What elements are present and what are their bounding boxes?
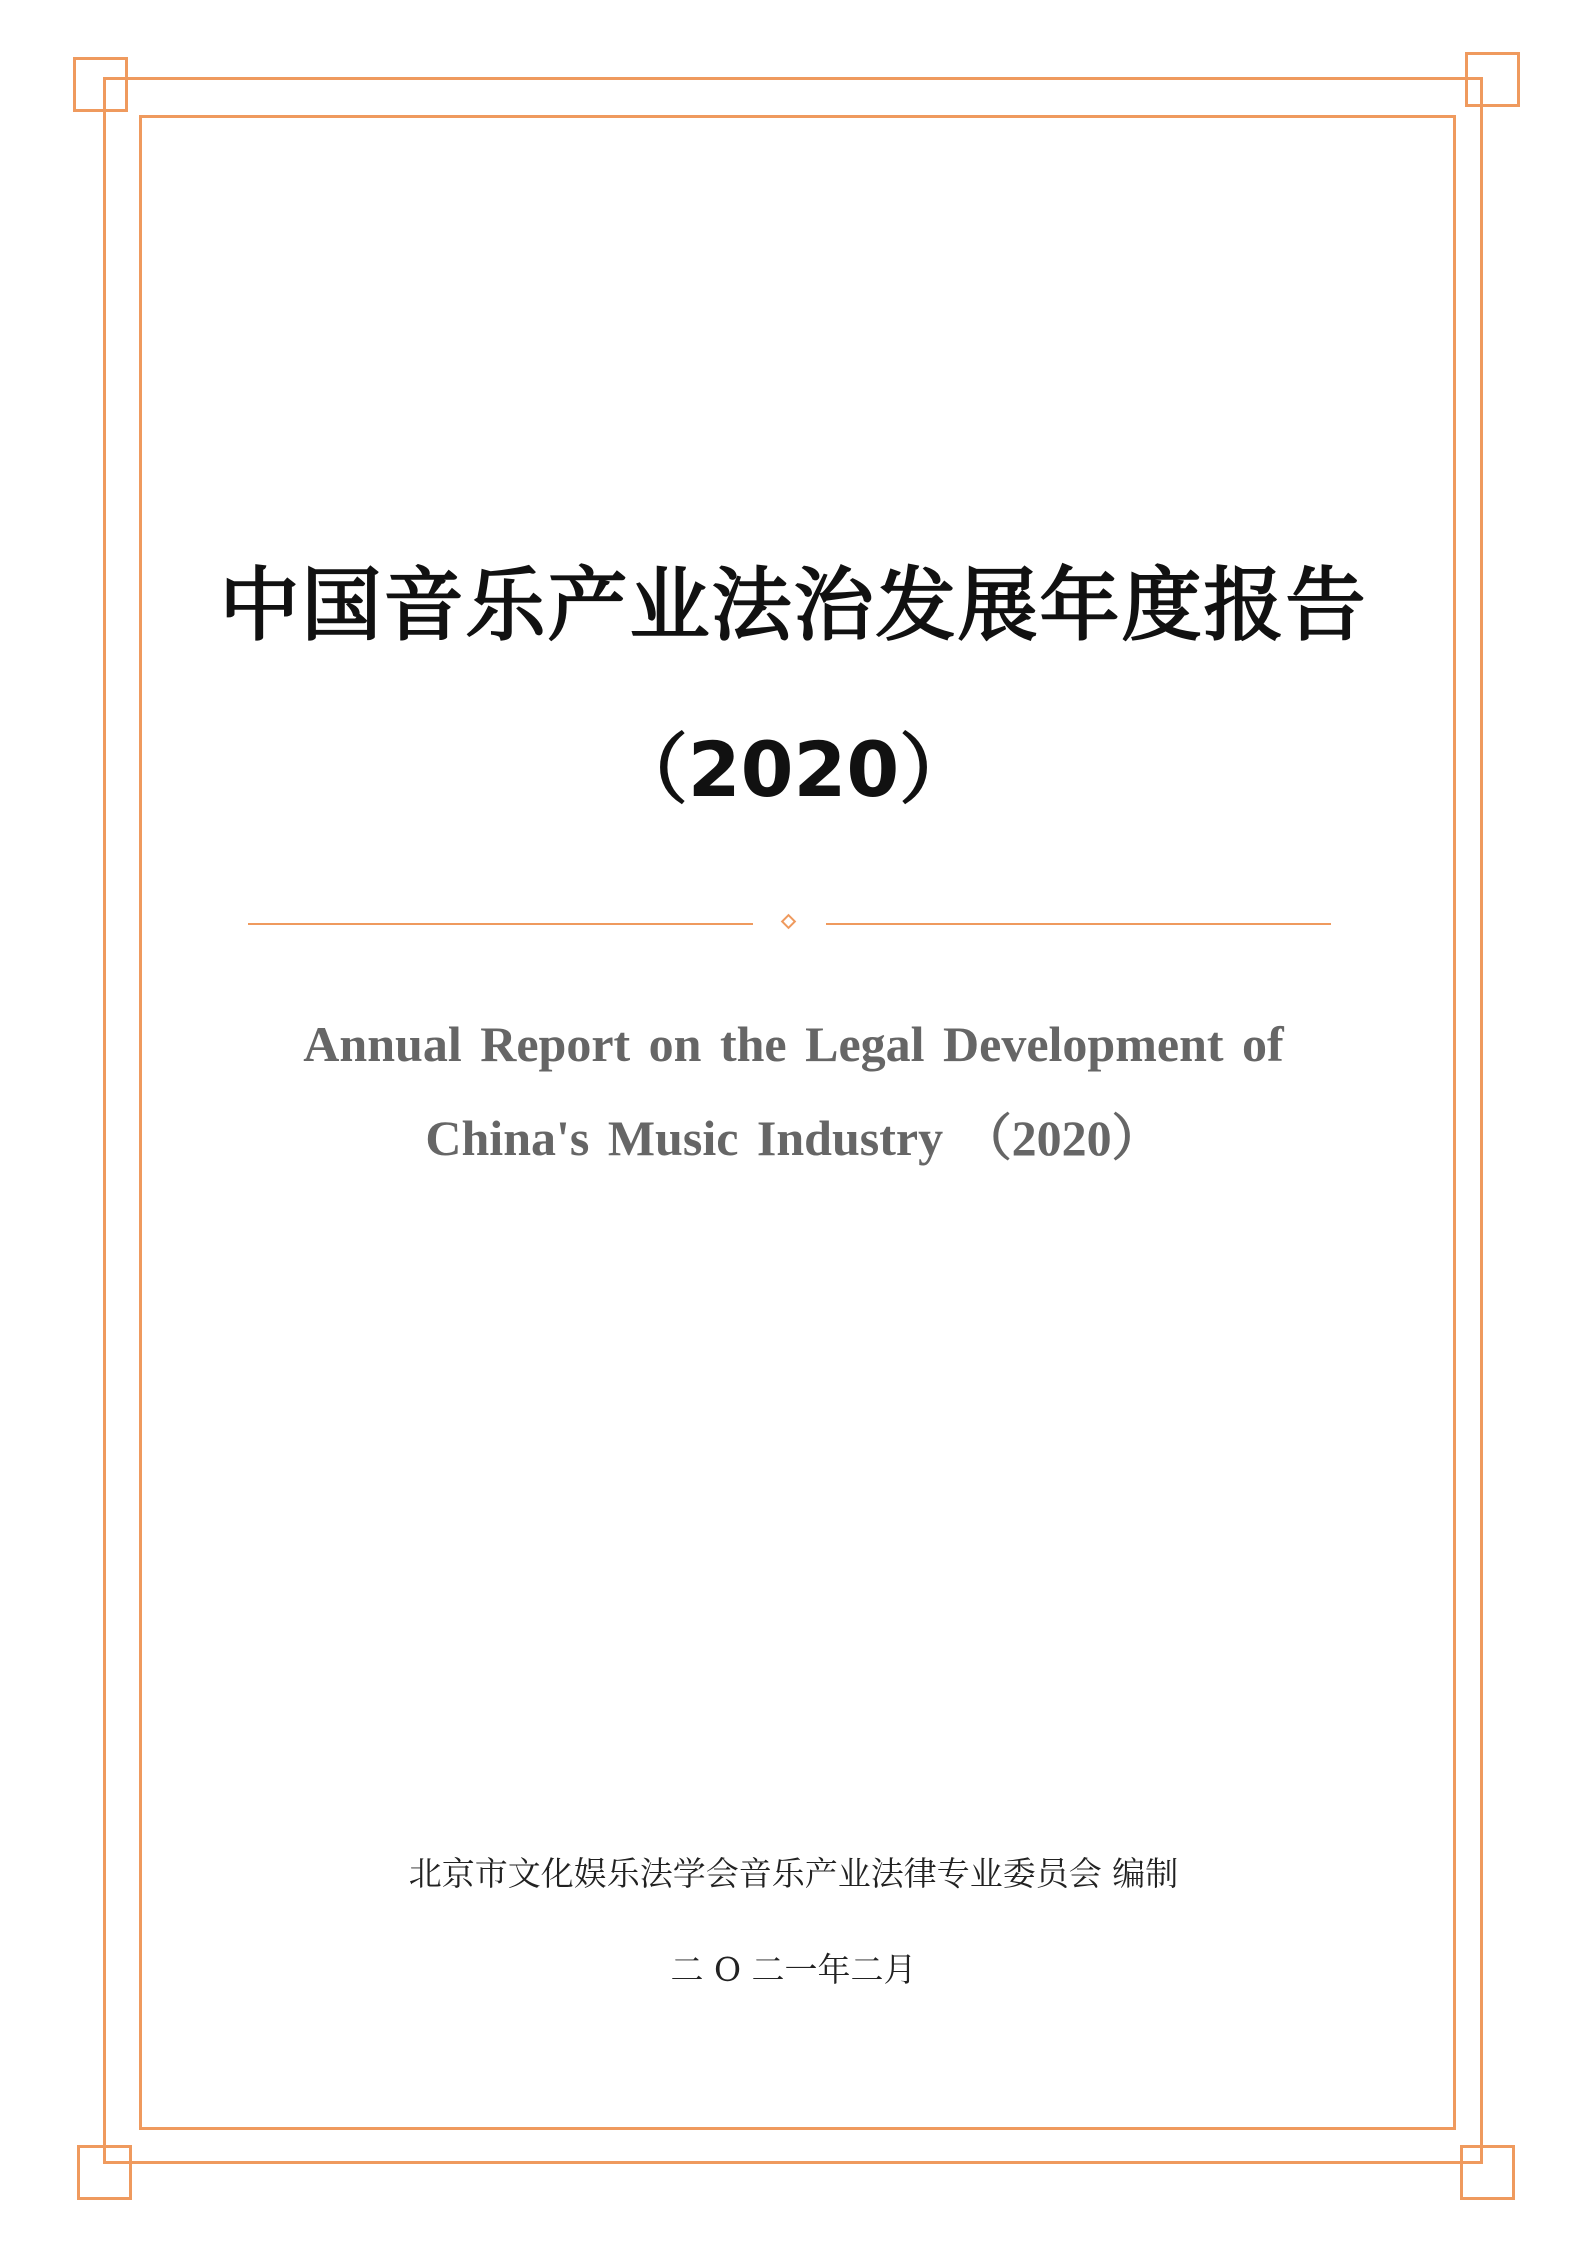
english-title-line-1: Annual Report on the Legal Development of — [303, 1016, 1284, 1072]
corner-ornament-bottom-left — [77, 2145, 132, 2200]
corner-ornament-top-right — [1465, 52, 1520, 107]
editor-organization: 北京市文化娱乐法学会音乐产业法律专业委员会 编制 — [408, 1854, 1179, 1893]
divider-right-line — [826, 923, 1331, 925]
chinese-title: 中国音乐产业法治发展年度报告 — [219, 559, 1368, 652]
english-title-line-2: China's Music Industry （2020） — [425, 1110, 1162, 1166]
publication-date: 二 O 二一年二月 — [670, 1950, 917, 1989]
divider-left-line — [248, 923, 753, 925]
corner-ornament-bottom-right — [1460, 2145, 1515, 2200]
corner-ornament-top-left — [73, 57, 128, 112]
title-year: （2020） — [611, 725, 976, 814]
